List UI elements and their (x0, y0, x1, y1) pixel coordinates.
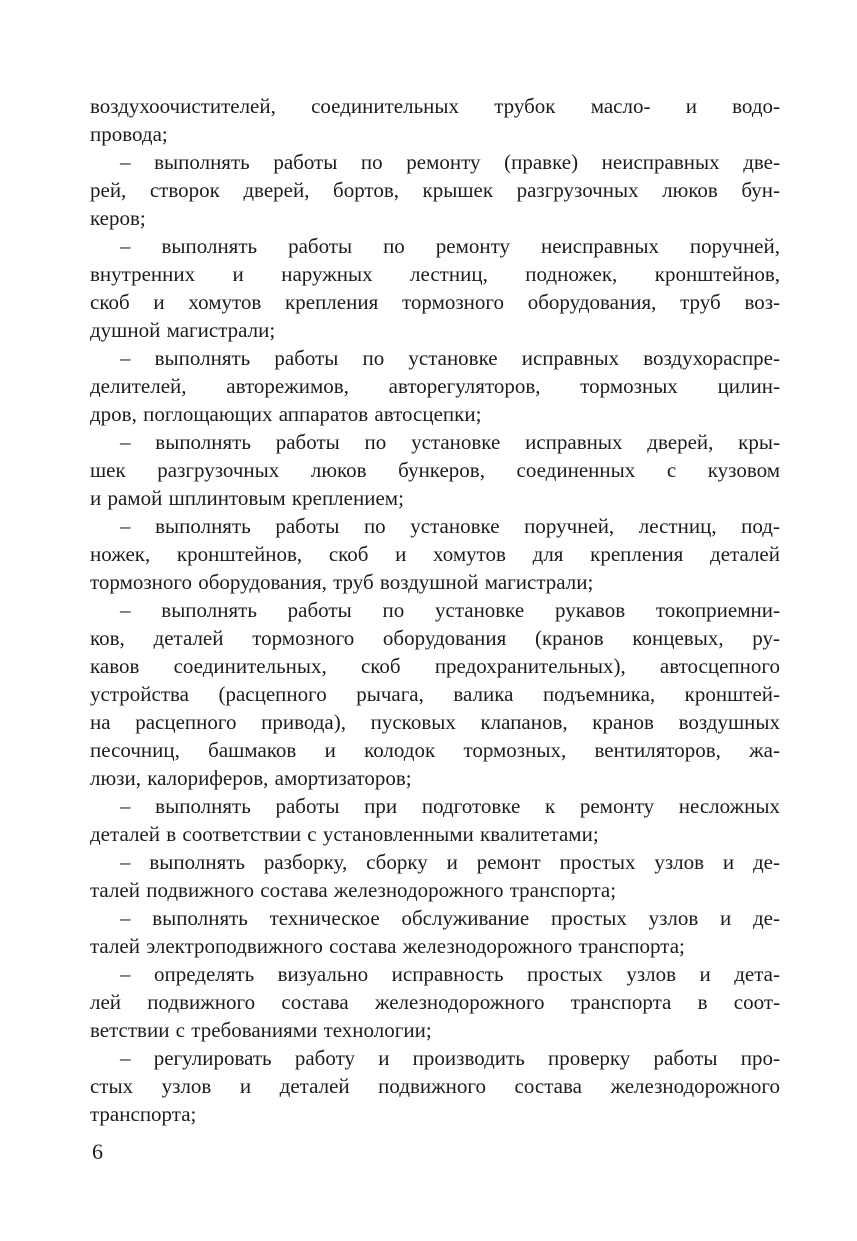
text-line: деталей в соответствии с установленными квалитетами; (90, 822, 599, 846)
text-line: рей, створок дверей, бортов, крышек разгрузочных люков бун- (90, 178, 780, 202)
text-line: люзи, калориферов, амортизаторов; (90, 766, 412, 790)
paragraph (90, 596, 780, 792)
text-line: душной магистрали; (90, 318, 276, 342)
text-line: – определять визуально исправность простых узлов и дета- (120, 962, 780, 986)
text-line: – выполнять работы по установке исправных воздухораспре- (120, 346, 780, 370)
paragraph (90, 148, 780, 232)
text-line: транспорта; (90, 1102, 197, 1126)
text-line: – выполнять разборку, сборку и ремонт простых узлов и де- (120, 850, 780, 874)
paragraph (90, 792, 780, 848)
paragraph (90, 92, 780, 148)
text-line: на расцепного привода), пусковых клапанов, кранов воздушных (90, 710, 780, 734)
text-line: ветствии с требованиями технологии; (90, 1018, 432, 1042)
text-line: – выполнять техническое обслуживание простых узлов и де- (120, 906, 780, 930)
paragraph (90, 512, 780, 596)
paragraph (90, 904, 780, 960)
text-line: – выполнять работы по установке поручней, лестниц, под- (120, 514, 780, 538)
text-line: делителей, авторежимов, авторегуляторов, тормозных цилин- (90, 374, 780, 398)
text-line: – выполнять работы по установке исправных дверей, кры- (120, 430, 780, 454)
text-line: песочниц, башмаков и колодок тормозных, вентиляторов, жа- (90, 738, 780, 762)
text-line: устройства (расцепного рычага, валика подъемника, кронштей- (90, 682, 780, 706)
text-line: и рамой шплинтовым креплением; (90, 486, 404, 510)
text-line: дров, поглощающих аппаратов автосцепки; (90, 402, 482, 426)
paragraph (90, 848, 780, 904)
text-line: – выполнять работы при подготовке к ремонту несложных (120, 794, 780, 818)
paragraph (90, 428, 780, 512)
text-line: воздухоочистителей, соединительных трубок масло- и водо- (90, 94, 780, 118)
text-line: талей электроподвижного состава железнодорожного транспорта; (90, 934, 685, 958)
text-line: ножек, кронштейнов, скоб и хомутов для крепления деталей (90, 542, 780, 566)
text-line: талей подвижного состава железнодорожного транспорта; (90, 878, 617, 902)
text-line: – регулировать работу и производить проверку работы про- (120, 1046, 780, 1070)
text-line: кавов соединительных, скоб предохранительных), автосцепного (90, 654, 780, 678)
paragraph (90, 344, 780, 428)
text-line: шек разгрузочных люков бункеров, соединенных с кузовом (90, 458, 780, 482)
text-line: тормозного оборудования, труб воздушной магистрали; (90, 570, 594, 594)
text-line: – выполнять работы по ремонту неисправных поручней, (120, 234, 780, 258)
paragraph (90, 960, 780, 1044)
body-text (90, 92, 780, 1128)
paragraph (90, 1044, 780, 1128)
text-line: внутренних и наружных лестниц, подножек, кронштейнов, (90, 262, 780, 286)
text-line: скоб и хомутов крепления тормозного оборудования, труб воз- (90, 290, 780, 314)
paragraph (90, 232, 780, 344)
text-line: провода; (90, 122, 168, 146)
text-line: – выполнять работы по установке рукавов токоприемни- (120, 598, 780, 622)
page-number: 6 (92, 1139, 103, 1164)
text-line: керов; (90, 206, 146, 230)
text-line: – выполнять работы по ремонту (правке) неисправных две- (120, 150, 780, 174)
text-line: лей подвижного состава железнодорожного транспорта в соот- (90, 990, 780, 1014)
text-line: стых узлов и деталей подвижного состава железнодорожного (90, 1074, 780, 1098)
text-line: ков, деталей тормозного оборудования (кранов концевых, ру- (90, 626, 780, 650)
